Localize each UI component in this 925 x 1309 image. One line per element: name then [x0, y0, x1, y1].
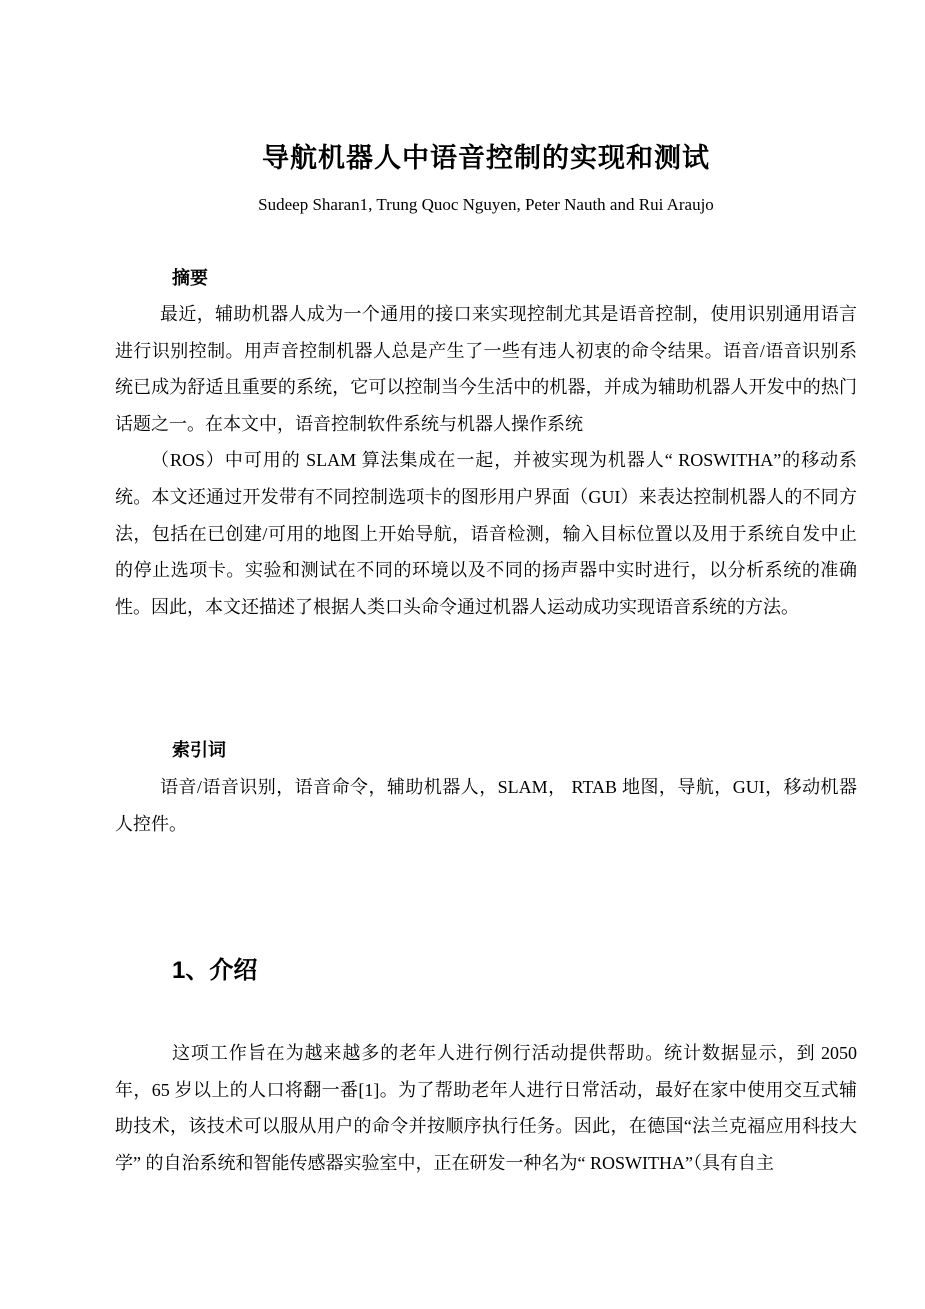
index-terms-paragraph: 语音/语音识别，语音命令，辅助机器人，SLAM， RTAB 地图，导航，GUI，移动机器人控件。	[115, 777, 857, 834]
introduction-body	[115, 1035, 857, 1181]
abstract-heading: 摘要	[172, 268, 208, 288]
index-terms-heading: 索引词	[172, 740, 226, 760]
introduction-paragraph: 这项工作旨在为越来越多的老年人进行例行活动提供帮助。统计数据显示，到 2050 年，65 岁以上的人口将翻一番[1]。为了帮助老年人进行日常活动，最好在家中使用交互式辅助技术，该技术可以服从用户的命令并按顺序执行任务。因此，在德国“法兰克福应用科技大学” 的自治系统和智能传感器实验室中，正在研发一种名为“ ROSWITHA”（具有自主	[115, 1043, 857, 1173]
abstract-paragraph-1: 最近，辅助机器人成为一个通用的接口来实现控制尤其是语音控制，使用识别通用语言进行识别控制。用声音控制机器人总是产生了一些有违人初衷的命令结果。语音/语音识别系统已成为舒适且重要的系统，它可以控制当今生活中的机器，并成为辅助机器人开发中的热门话题之一。在本文中，语音控制软件系统与机器人操作系统	[115, 304, 857, 434]
abstract-body	[115, 296, 857, 625]
authors-line: Sudeep Sharan1, Trung Quoc Nguyen, Peter Nauth and Rui Araujo	[258, 195, 714, 214]
abstract-paragraph-2: （ROS）中可用的 SLAM 算法集成在一起，并被实现为机器人“ ROSWITHA”的移动系统。本文还通过开发带有不同控制选项卡的图形用户界面（GUI）来表达控制机器人的不同方法，包括在已创建/可用的地图上开始导航，语音检测，输入目标位置以及用于系统自发中止的停止选项卡。实验和测试在不同的环境以及不同的扬声器中实时进行，以分析系统的准确性。因此，本文还描述了根据人类口头命令通过机器人运动成功实现语音系统的方法。	[115, 450, 857, 617]
introduction-heading: 1、介绍	[172, 957, 258, 984]
document-title: 导航机器人中语音控制的实现和测试	[262, 143, 710, 173]
index-terms-body	[115, 769, 857, 842]
